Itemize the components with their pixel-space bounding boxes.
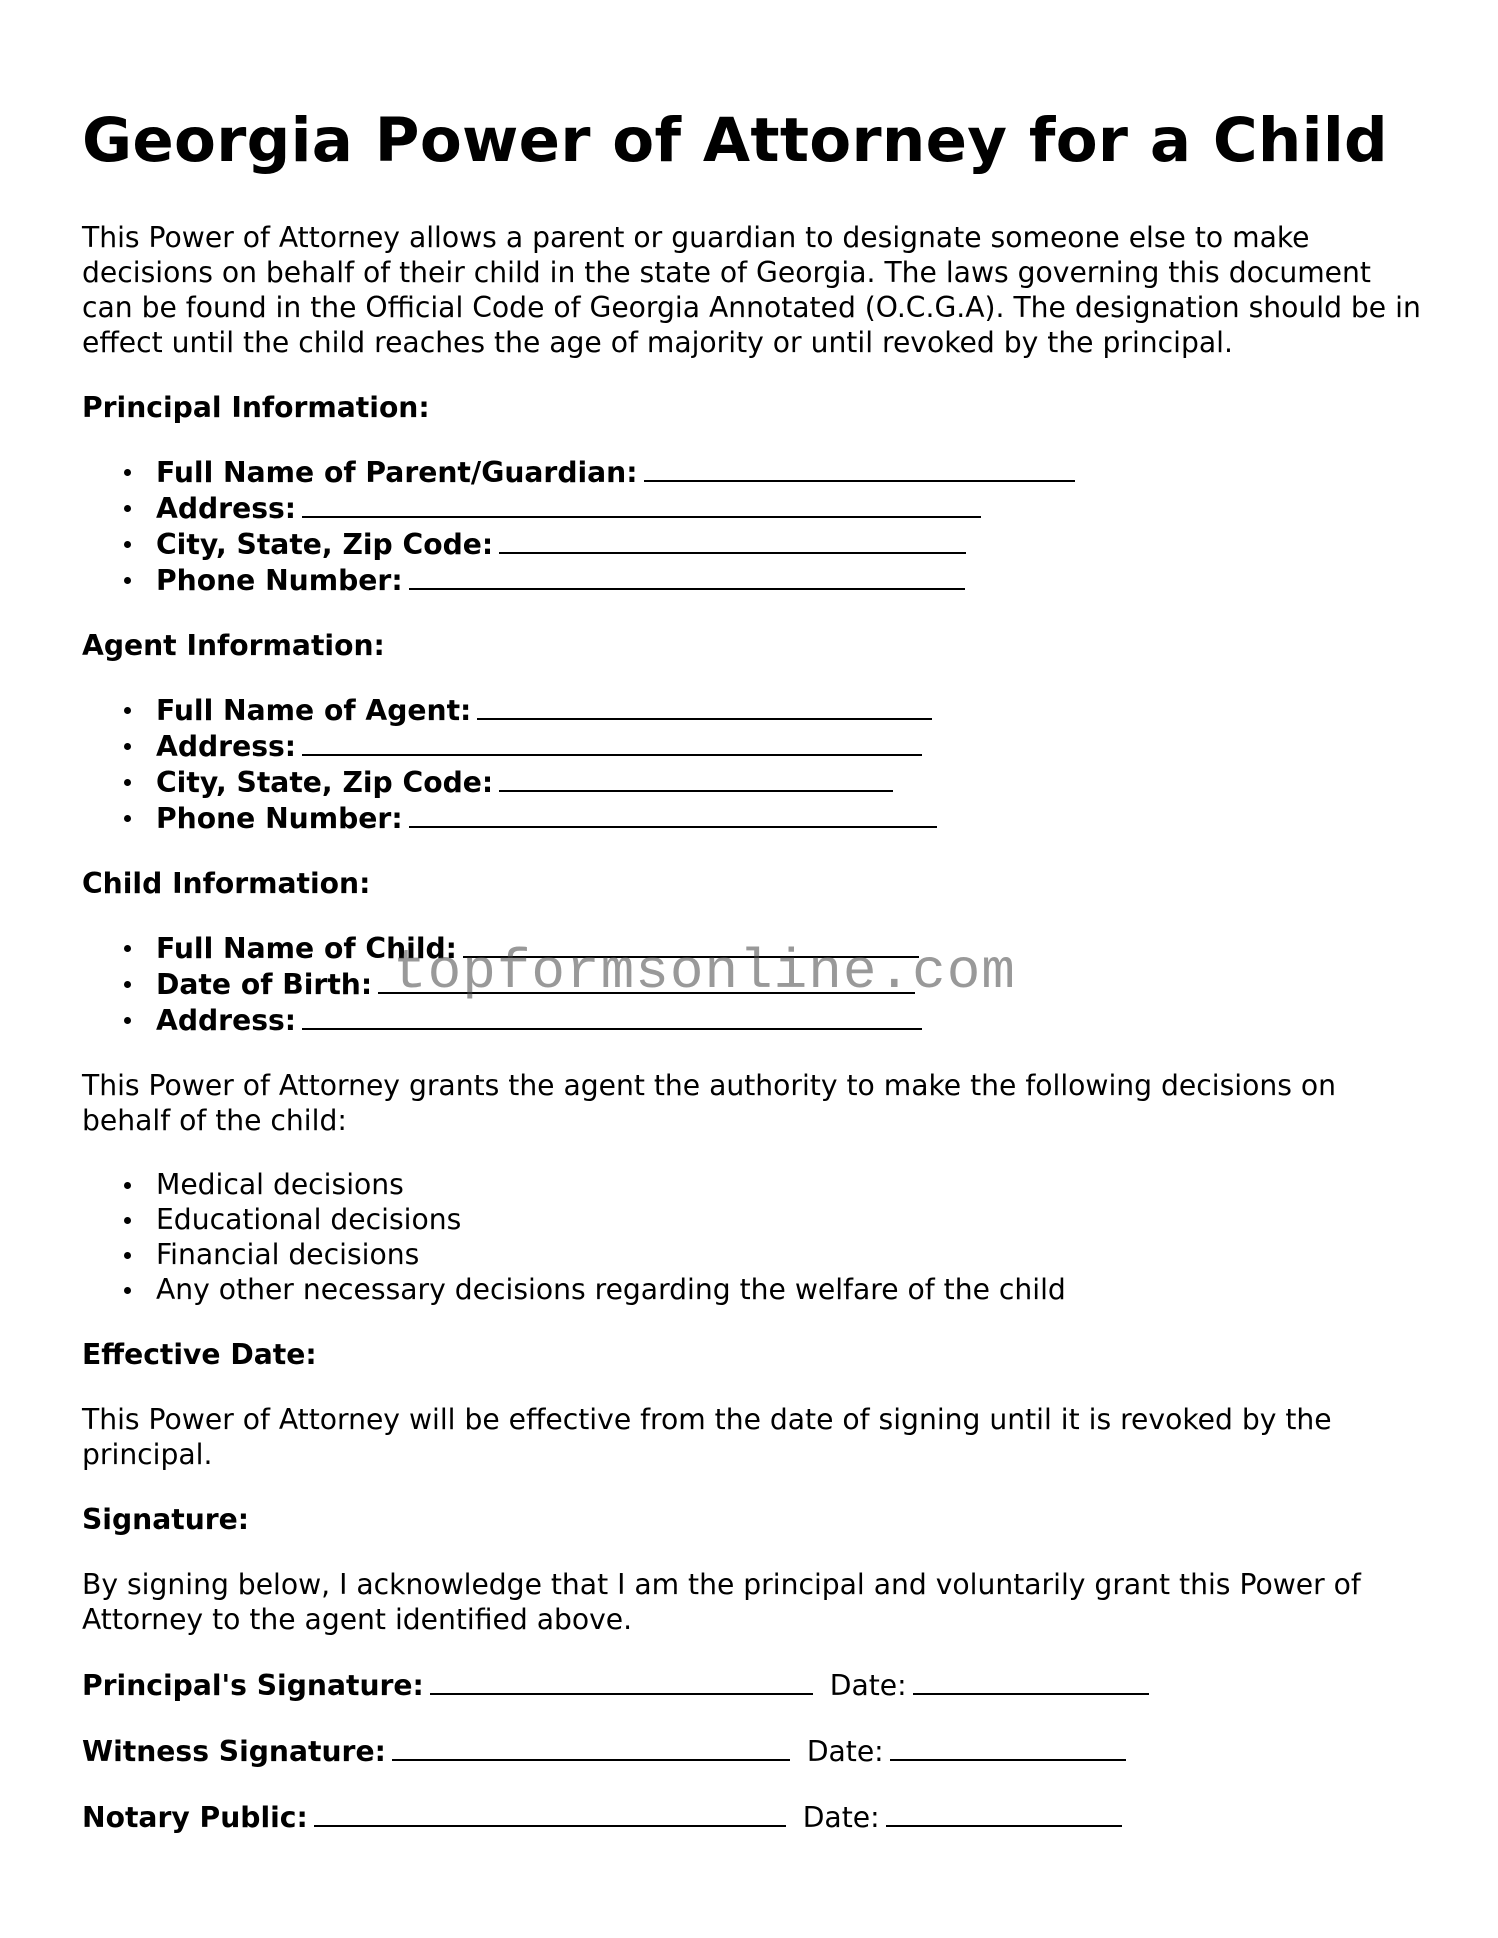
principal-city-field[interactable]: City, State, Zip Code: <box>156 526 1422 562</box>
fill-line[interactable] <box>302 490 981 518</box>
principal-name-field[interactable]: Full Name of Parent/Guardian: <box>156 454 1422 490</box>
agent-city-field[interactable]: City, State, Zip Code: <box>156 764 1422 800</box>
grant-paragraph: This Power of Attorney grants the agent the authority to make the following decisions on behalf of the child: <box>82 1069 1336 1137</box>
watermark-text: topformsonline.com <box>393 940 1016 1004</box>
date-fill-line[interactable] <box>890 1733 1126 1761</box>
fill-line[interactable] <box>477 692 932 720</box>
list-item: Medical decisions <box>156 1167 1422 1202</box>
effective-paragraph: This Power of Attorney will be effective from the date of signing until it is revoked by the principal. <box>82 1403 1332 1471</box>
fill-line[interactable] <box>409 800 937 828</box>
child-heading: Child Information: <box>82 867 371 900</box>
child-dob-field[interactable]: Date of Birth: <box>156 966 1422 1002</box>
principal-address-field[interactable]: Address: <box>156 490 1422 526</box>
date-fill-line[interactable] <box>913 1667 1149 1695</box>
signature-fill-line[interactable] <box>314 1799 786 1827</box>
child-address-field[interactable]: Address: <box>156 1002 1422 1038</box>
list-item: Any other necessary decisions regarding the welfare of the child <box>156 1272 1422 1307</box>
effective-heading: Effective Date: <box>82 1338 317 1371</box>
date-label: Date: <box>829 1669 907 1702</box>
date-label: Date: <box>802 1801 880 1834</box>
principal-heading: Principal Information: <box>82 391 430 424</box>
agent-phone-field[interactable]: Phone Number: <box>156 800 1422 836</box>
principal-fields <box>82 454 1422 598</box>
fill-line[interactable] <box>302 728 922 756</box>
decision-list <box>82 1167 1422 1307</box>
witness-signature-line: Witness Signature: Date: <box>82 1733 1422 1769</box>
agent-heading: Agent Information: <box>82 629 385 662</box>
agent-name-field[interactable]: Full Name of Agent: <box>156 692 1422 728</box>
principal-phone-field[interactable]: Phone Number: <box>156 562 1422 598</box>
list-item: Financial decisions <box>156 1237 1422 1272</box>
signature-paragraph: By signing below, I acknowledge that I am the principal and voluntarily grant this Power of Attorney to the agent identified above. <box>82 1568 1361 1636</box>
child-name-field[interactable]: Full Name of Child: <box>156 930 1422 966</box>
agent-fields <box>82 692 1422 836</box>
fill-line[interactable] <box>644 454 1075 482</box>
page-title: Georgia Power of Attorney for a Child <box>82 105 1389 176</box>
fill-line[interactable] <box>499 526 966 554</box>
fill-line[interactable] <box>302 1002 922 1030</box>
fill-line[interactable] <box>499 764 893 792</box>
date-label: Date: <box>806 1735 884 1768</box>
notary-signature-line: Notary Public: Date: <box>82 1799 1422 1835</box>
fill-line[interactable] <box>409 562 965 590</box>
agent-address-field[interactable]: Address: <box>156 728 1422 764</box>
intro-paragraph: This Power of Attorney allows a parent or guardian to designate someone else to make decisions on behalf of their child in the state of Georgia. The laws governing this document can be found in the Official Code of Georgia Annotated (O.C.G.A). The designation should be in effect until the child reaches the age of majority or until revoked by the principal. <box>82 221 1421 359</box>
date-fill-line[interactable] <box>886 1799 1122 1827</box>
list-item: Educational decisions <box>156 1202 1422 1237</box>
signature-fill-line[interactable] <box>392 1733 790 1761</box>
signature-heading: Signature: <box>82 1503 250 1536</box>
principal-signature-line: Principal's Signature: Date: <box>82 1667 1422 1703</box>
signature-fill-line[interactable] <box>430 1667 813 1695</box>
